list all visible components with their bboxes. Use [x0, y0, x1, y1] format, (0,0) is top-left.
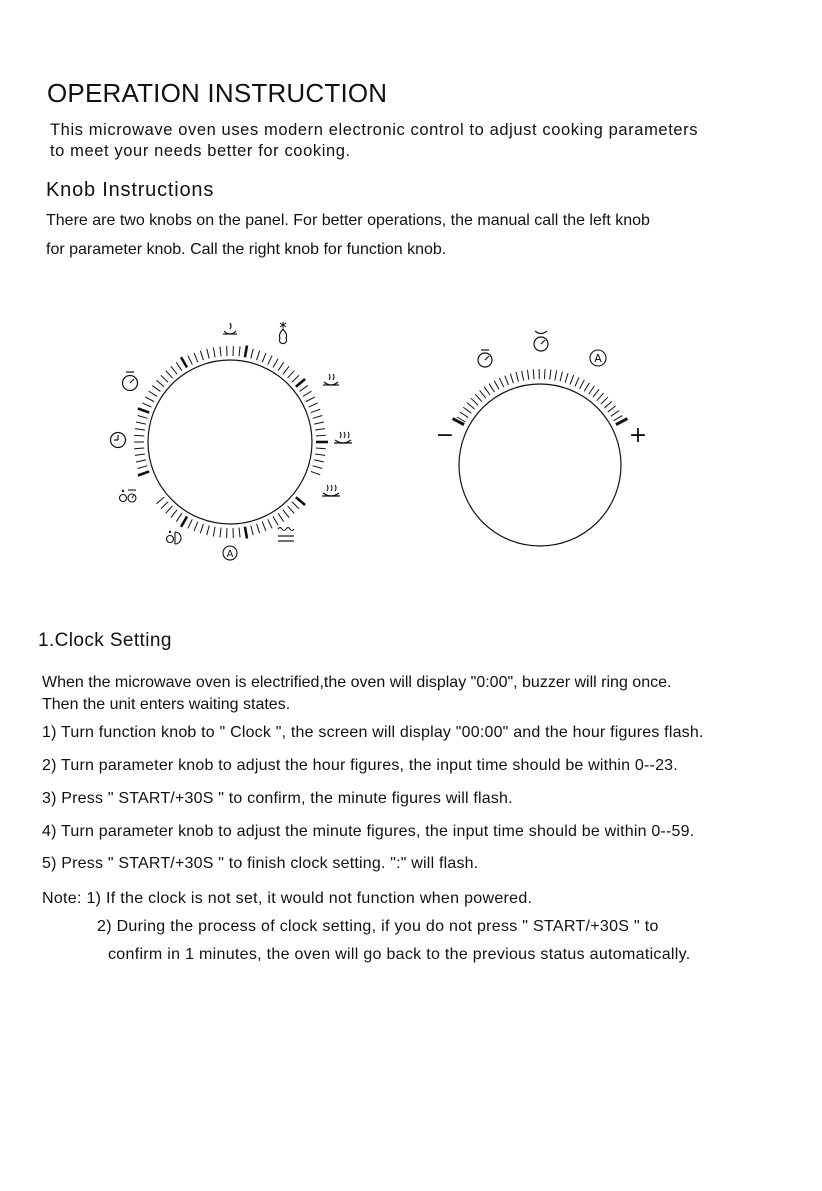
tick-mark: [145, 397, 154, 402]
tick-mark: [575, 377, 579, 386]
tick-mark: [471, 398, 478, 405]
tick-mark: [580, 380, 585, 389]
tick-mark: [142, 403, 151, 407]
tick-mark: [257, 524, 260, 534]
tick-mark: [593, 389, 599, 397]
tick-mark: [200, 524, 203, 534]
microwave-medium-icon: [334, 432, 352, 443]
defrost-weight-icon: [223, 323, 237, 334]
tick-mark-end: [616, 419, 627, 425]
tick-mark: [176, 513, 182, 521]
function-knob-ticks: [453, 369, 628, 425]
tick-mark: [176, 362, 182, 370]
tick-mark: [278, 362, 284, 370]
tick-mark: [309, 403, 318, 407]
parameter-knob: [111, 322, 353, 560]
tick-mark: [278, 513, 284, 521]
tick-mark: [257, 351, 260, 361]
clock-icon: [534, 331, 548, 351]
tick-mark: [149, 391, 157, 396]
tick-mark: [251, 349, 253, 359]
tick-mark: [306, 397, 315, 402]
microwave-high-icon: [322, 485, 340, 496]
tick-mark: [313, 416, 323, 419]
grill-icon: [278, 528, 294, 542]
plus-label: +: [628, 423, 648, 448]
function-knob: [436, 331, 647, 546]
knob-text-line-1: There are two knobs on the panel. For better operations, the manual call the left knob: [46, 212, 650, 229]
tick-mark: [135, 454, 145, 455]
tick-mark: [194, 522, 198, 531]
tick-mark: [161, 502, 168, 509]
tick-mark: [314, 460, 324, 462]
timer-icon: [123, 372, 138, 391]
tick-mark: [283, 510, 289, 518]
tick-mark: [273, 359, 278, 368]
auto-icon: [223, 546, 237, 560]
tick-mark: [296, 497, 305, 505]
tick-mark: [527, 370, 528, 380]
combi-defrost-icon: [167, 531, 182, 544]
tick-mark: [171, 510, 177, 518]
tick-mark: [138, 408, 149, 412]
tick-mark: [136, 422, 146, 424]
tick-mark: [314, 422, 324, 424]
parameter-knob-ticks: [134, 345, 328, 538]
tick-mark: [315, 454, 325, 455]
tick-mark: [522, 371, 524, 381]
tick-mark: [268, 356, 272, 365]
tick-mark: [161, 375, 168, 382]
tick-mark: [239, 528, 240, 538]
tick-mark: [480, 390, 486, 398]
tick-mark: [601, 397, 608, 404]
tick-mark: [597, 393, 604, 400]
tick-mark: [268, 519, 272, 528]
tick-mark: [138, 471, 149, 475]
tick-mark: [239, 347, 240, 357]
parameter-knob-dial: [148, 360, 312, 524]
timer-icon: [478, 350, 492, 367]
tick-mark: [608, 406, 616, 412]
tick-mark-end: [453, 419, 464, 425]
tick-mark: [505, 376, 509, 385]
tick-mark: [194, 353, 198, 362]
tick-mark: [484, 387, 490, 395]
tick-mark: [614, 416, 623, 421]
tick-mark: [296, 379, 305, 387]
tick-mark: [550, 370, 551, 380]
tick-mark: [273, 516, 278, 525]
tick-mark: [463, 407, 471, 413]
tick-mark: [288, 506, 295, 513]
tick-mark: [499, 378, 503, 387]
tick-mark: [555, 370, 557, 380]
tick-mark: [220, 528, 221, 538]
auto-icon-label: A: [594, 352, 602, 365]
tick-mark: [166, 506, 173, 513]
tick-mark: [166, 371, 173, 378]
knob-text-line-2: for parameter knob. Call the right knob for function knob.: [46, 241, 447, 258]
tick-mark: [245, 527, 247, 539]
tick-mark: [283, 366, 289, 374]
tick-mark: [516, 372, 519, 382]
tick-mark: [207, 349, 209, 359]
tick-mark: [262, 522, 266, 531]
tick-mark: [220, 347, 221, 357]
tick-mark: [311, 471, 320, 474]
tick-mark: [313, 466, 323, 469]
page-title: OPERATION INSTRUCTION: [47, 78, 388, 108]
tick-mark: [300, 386, 308, 392]
clock-step-5: 5) Press " START/+30S " to finish clock setting. ":" will flash.: [42, 855, 479, 872]
tick-mark: [292, 375, 299, 382]
microwave-low-icon: [323, 374, 339, 385]
auto-icon: [590, 350, 606, 366]
tick-mark: [152, 386, 160, 392]
clock-intro-line-1: When the microwave oven is electrified,the oven will display "0:00", buzzer will ring once.: [42, 674, 672, 691]
intro-line-2: to meet your needs better for cooking.: [50, 142, 351, 160]
knobs-diagram: [0, 300, 822, 600]
minus-label: −: [435, 423, 455, 448]
tick-mark: [134, 435, 144, 436]
tick-mark: [467, 403, 475, 409]
note-line-3: confirm in 1 minutes, the oven will go back to the previous status automatically.: [108, 946, 691, 963]
tick-mark: [316, 435, 326, 436]
note-line-1: Note: 1) If the clock is not set, it would not function when powered.: [42, 890, 533, 907]
tick-mark: [181, 516, 187, 526]
tick-mark: [288, 371, 295, 378]
tick-mark: [589, 386, 595, 394]
tick-mark: [560, 372, 562, 382]
clock-intro-line-2: Then the unit enters waiting states.: [42, 696, 291, 713]
tick-mark: [604, 401, 611, 408]
tick-mark: [188, 356, 192, 365]
clock-step-4: 4) Turn parameter knob to adjust the minute figures, the input time should be within 0--59.: [42, 823, 695, 840]
tick-mark: [134, 448, 144, 449]
tick-mark: [156, 497, 164, 503]
intro-line-1: This microwave oven uses modern electronic control to adjust cooking parameters: [50, 121, 699, 139]
tick-mark: [135, 429, 145, 430]
tick-mark: [570, 375, 574, 384]
tick-mark: [584, 383, 589, 392]
clock-icon: [111, 433, 126, 448]
clock-step-2: 2) Turn parameter knob to adjust the hour figures, the input time should be within 0--23.: [42, 757, 678, 774]
tick-mark: [200, 351, 203, 361]
tick-mark: [316, 448, 326, 449]
tick-mark: [475, 394, 482, 401]
tick-mark: [251, 525, 253, 535]
tick-mark: [262, 353, 266, 362]
clock-setting-heading: 1.Clock Setting: [38, 630, 172, 651]
knob-instructions-heading: Knob Instructions: [46, 179, 215, 201]
tick-mark: [510, 374, 513, 384]
tick-mark: [181, 357, 187, 367]
tick-mark: [565, 373, 568, 383]
tick-mark: [494, 381, 499, 390]
tick-mark: [245, 345, 247, 357]
tick-mark: [611, 411, 619, 417]
auto-icon-label: A: [226, 549, 234, 560]
tick-mark: [460, 412, 468, 418]
tick-mark: [315, 429, 325, 430]
tick-mark: [138, 416, 148, 419]
tick-mark: [188, 519, 192, 528]
clock-step-3: 3) Press " START/+30S " to confirm, the minute figures will flash.: [42, 790, 513, 807]
tick-mark: [533, 369, 534, 379]
clock-step-1: 1) Turn function knob to " Clock ", the screen will display "00:00" and the hour figures flash.: [42, 724, 704, 741]
defrost-icon: [279, 322, 286, 344]
tick-mark: [292, 502, 299, 509]
note-line-2: 2) During the process of clock setting, if you do not press " START/+30S " to: [97, 918, 659, 935]
combi-icon: [120, 490, 137, 502]
tick-mark: [213, 527, 215, 537]
tick-mark: [311, 409, 320, 412]
tick-mark: [489, 384, 494, 392]
tick-mark: [213, 347, 215, 357]
tick-mark: [207, 525, 209, 535]
tick-mark: [136, 460, 146, 462]
tick-mark: [545, 369, 546, 379]
tick-mark: [303, 391, 311, 396]
tick-mark: [138, 466, 148, 469]
tick-mark: [156, 380, 164, 386]
function-knob-dial: [459, 384, 621, 546]
tick-mark: [171, 366, 177, 374]
